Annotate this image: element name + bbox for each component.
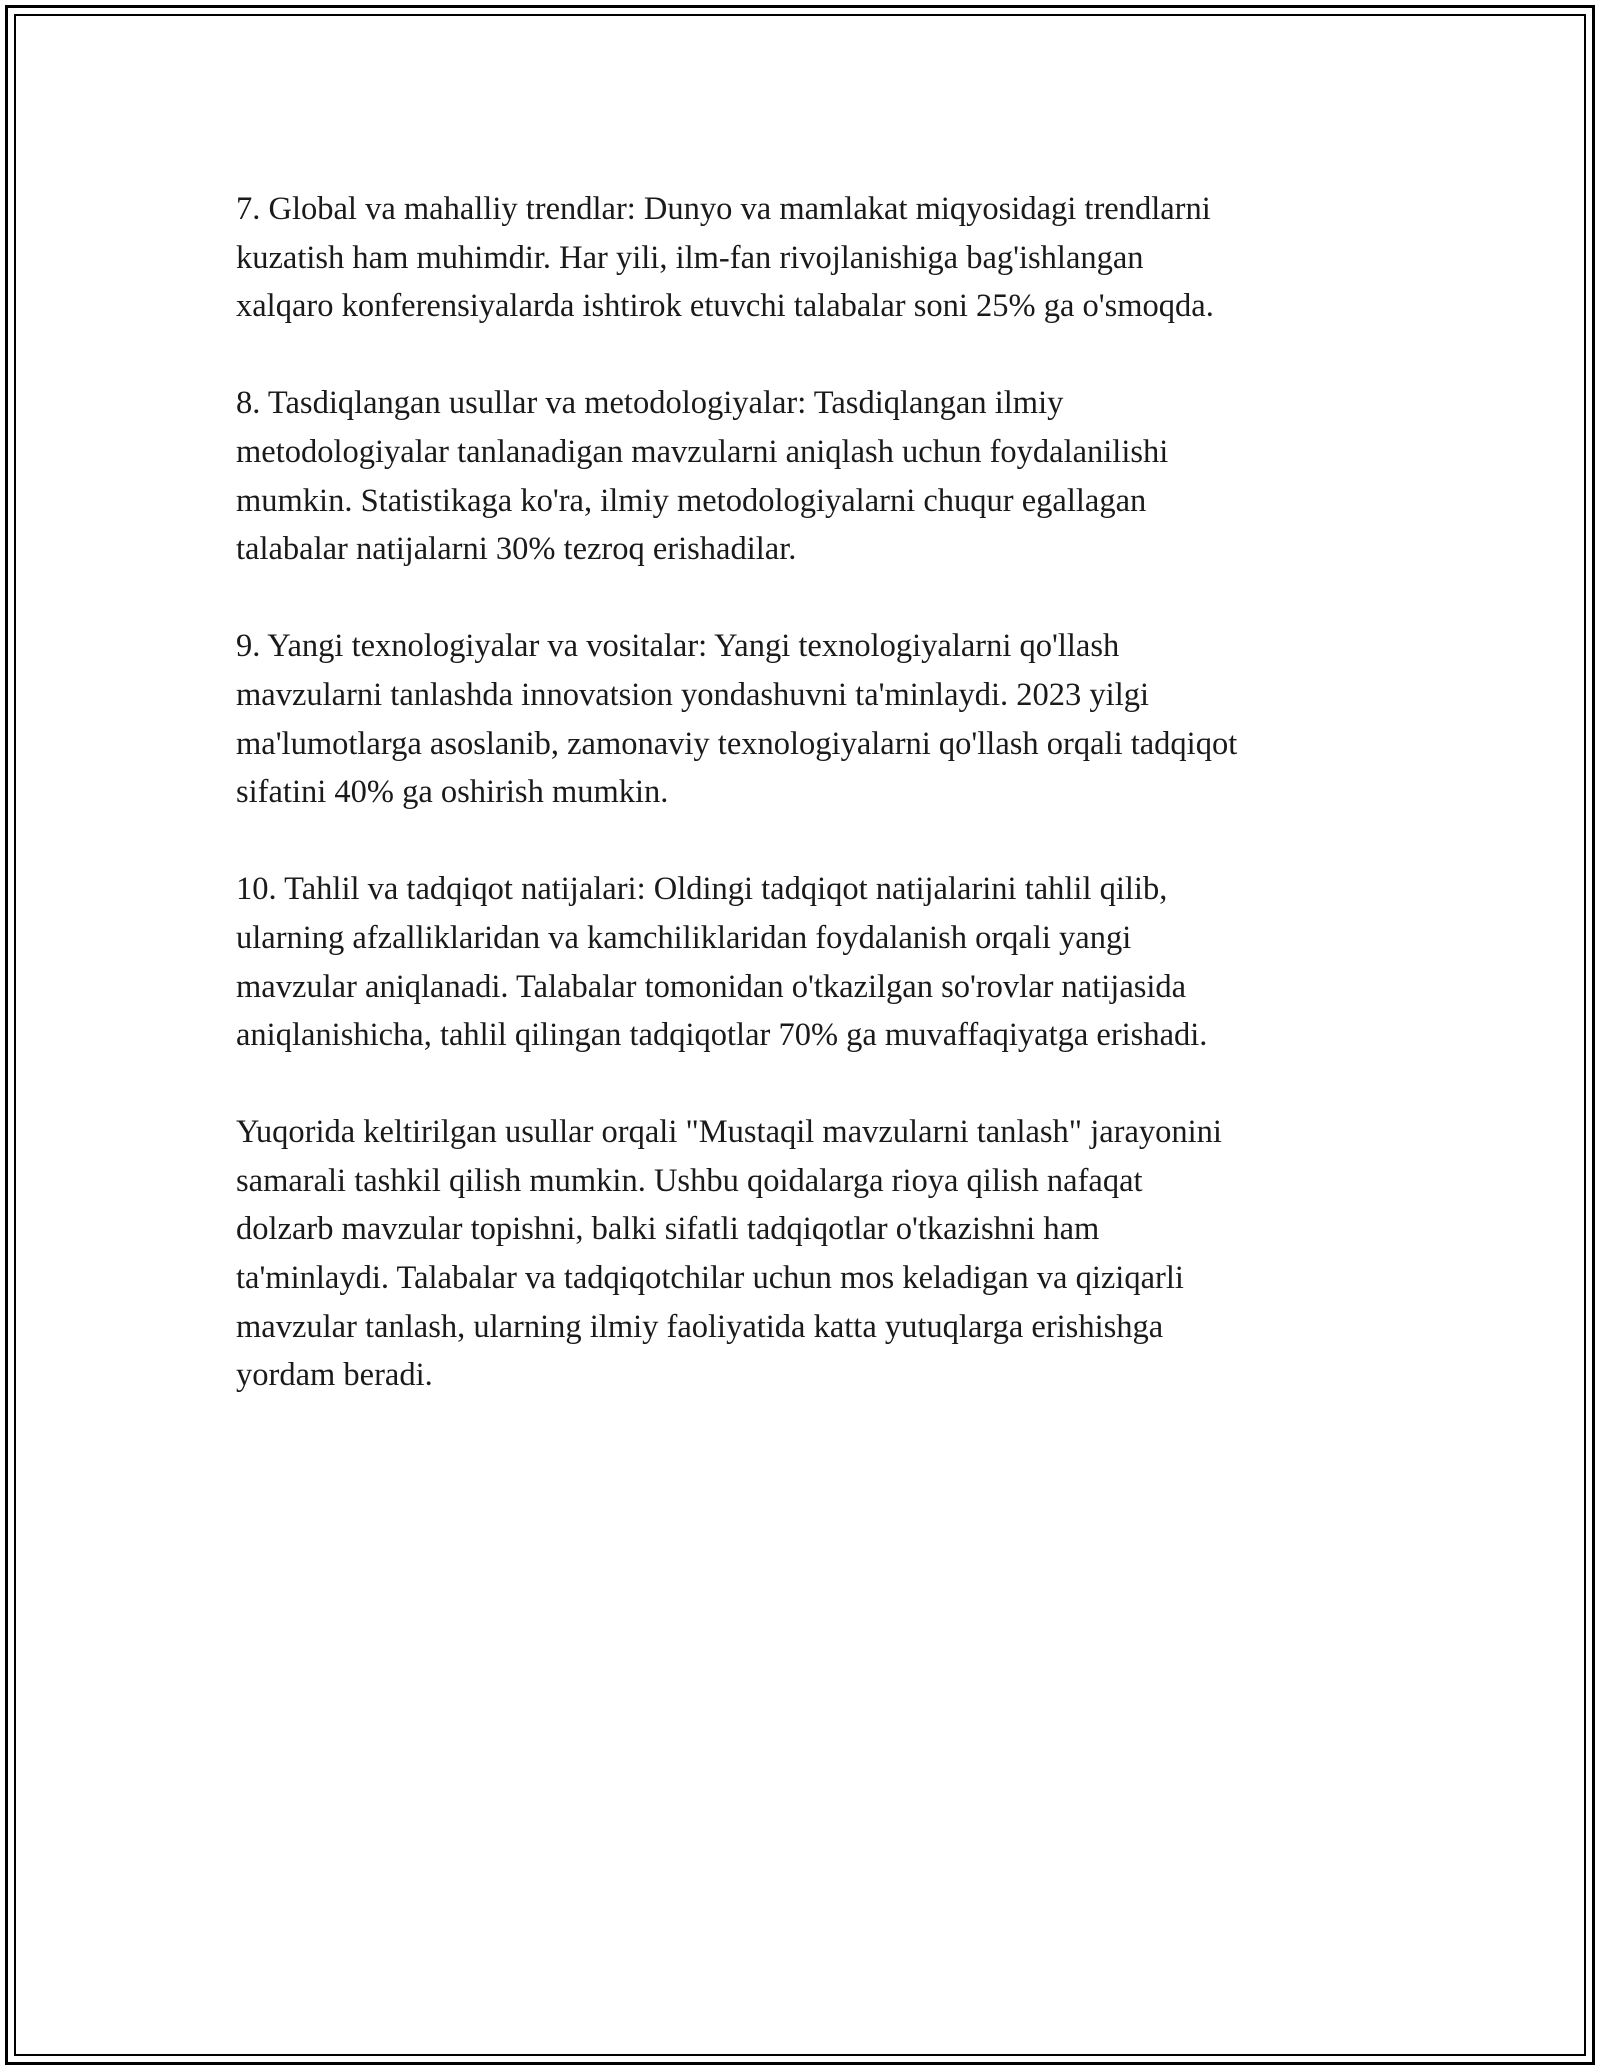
paragraph-trends [236,185,1376,331]
paragraph-line: ta'minlaydi. Talabalar va tadqiqotchilar uchun mos keladigan va qiziqarli [236,1260,1184,1297]
paragraph-line: ma'lumotlarga asoslanib, zamonaviy texnologiyalarni qo'llash orqali tadqiqot [236,725,1238,762]
paragraph-line: mavzular tanlash, ularning ilmiy faoliyatida katta yutuqlarga erishishga [236,1308,1164,1345]
paragraph-line: metodologiyalar tanlanadigan mavzularni aniqlash uchun foydalanilishi [236,433,1169,470]
paragraph-methodologies [236,379,1376,573]
paragraph-line: dolzarb mavzular topishni, balki sifatli tadqiqotlar o'tkazishni ham [236,1211,1100,1248]
paragraph-line: mavzular aniqlanadi. Talabalar tomonidan o'tkazilgan so'rovlar natijasida [236,968,1187,1005]
paragraph-line: samarali tashkil qilish mumkin. Ushbu qoidalarga rioya qilish nafaqat [236,1162,1143,1199]
paragraph-line: 9. Yangi texnologiyalar va vositalar: Yangi texnologiyalarni qo'llash [236,628,1120,665]
paragraph-line: 8. Tasdiqlangan usullar va metodologiyalar: Tasdiqlangan ilmiy [236,385,1064,422]
document-body [236,185,1376,1448]
paragraph-technologies [236,622,1376,816]
paragraph-line: 10. Tahlil va tadqiqot natijalari: Oldingi tadqiqot natijalarini tahlil qilib, [236,871,1168,908]
paragraph-line: 7. Global va mahalliy trendlar: Dunyo va mamlakat miqyosidagi trendlarni [236,191,1211,227]
paragraph-line: mumkin. Statistikaga ko'ra, ilmiy metodologiyalarni chuqur egallagan [236,482,1147,519]
paragraph-line: kuzatish ham muhimdir. Har yili, ilm-fan rivojlanishiga bag'ishlangan [236,239,1144,276]
paragraph-line: yordam beradi. [236,1357,433,1394]
paragraph-line: talabalar natijalarni 30% tezroq erishadilar. [236,531,797,568]
paragraph-line: Yuqorida keltirilgan usullar orqali "Mustaqil mavzularni tanlash" jarayonini [236,1114,1222,1151]
paragraph-line: xalqaro konferensiyalarda ishtirok etuvchi talabalar soni 25% ga o'smoqda. [236,288,1214,325]
paragraph-conclusion [236,1108,1376,1400]
paragraph-analysis [236,865,1376,1059]
paragraph-line: mavzularni tanlashda innovatsion yondashuvni ta'minlaydi. 2023 yilgi [236,676,1149,713]
paragraph-line: aniqlanishicha, tahlil qilingan tadqiqotlar 70% ga muvaffaqiyatga erishadi. [236,1017,1208,1054]
paragraph-line: sifatini 40% ga oshirish mumkin. [236,774,669,811]
paragraph-line: ularning afzalliklaridan va kamchiliklaridan foydalanish orqali yangi [236,919,1132,956]
